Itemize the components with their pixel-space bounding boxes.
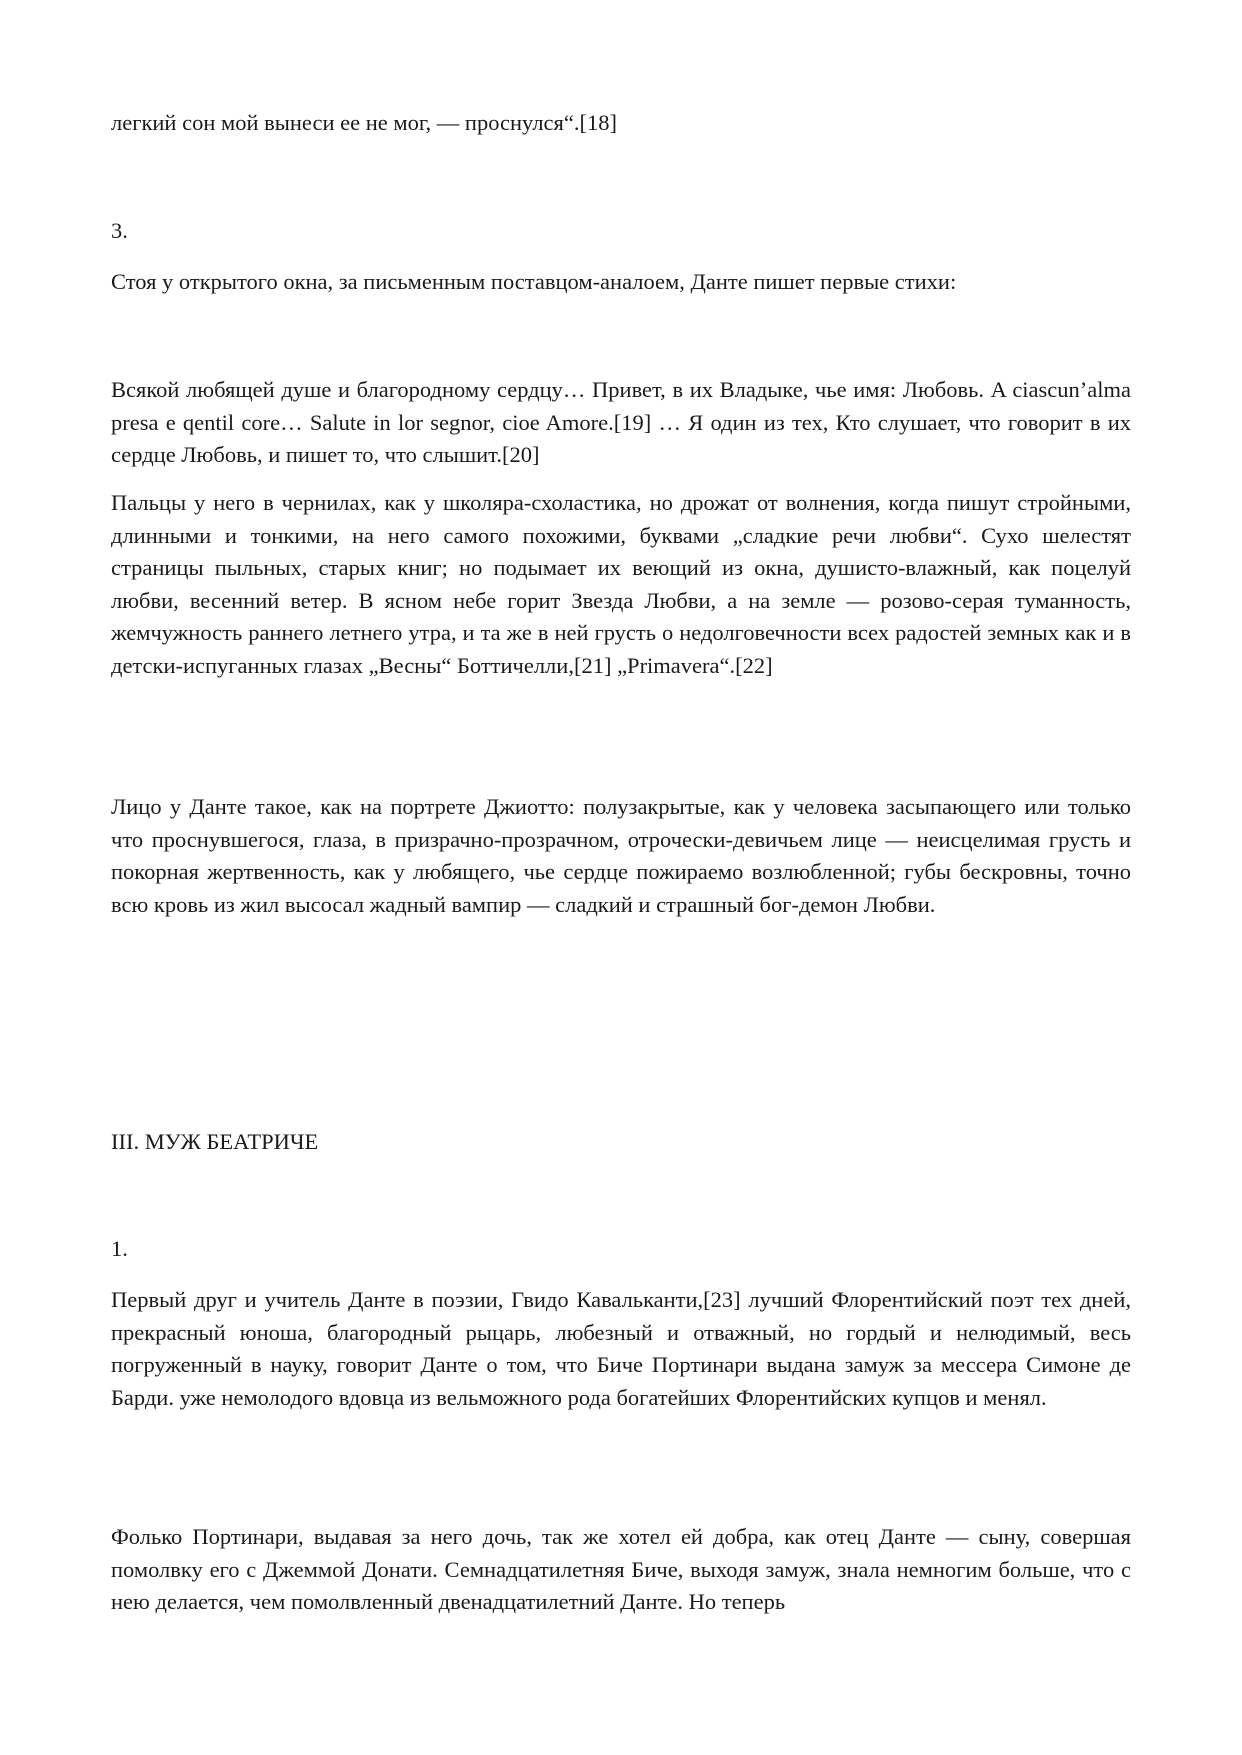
section-number-1: 1.: [111, 1236, 128, 1261]
paragraph-dream-ending: легкий сон мой вынеси ее не мог, — проснулся“.[18]: [111, 110, 617, 135]
paragraph-window-verses: Стоя у открытого окна, за письменным поставцом-аналоем, Данте пишет первые стихи:: [111, 269, 957, 294]
paragraph-guido-cavalcanti: Первый друг и учитель Данте в поэзии, Гвидо Кавальканти,[23] лучший Флорентийский поэт тех дней, прекрасный юноша, благородный рыцарь, любезный и отважный, но гордый и нелюдимый, весь погруженный в науку, говорит Данте о том, что Биче Портинари выдана замуж за мессера Симоне де Барди. уже немолодого вдовца из вельможного рода богатейших Флорентийских купцов и менял.: [111, 1287, 1131, 1410]
chapter-heading: III. МУЖ БЕАТРИЧЕ: [111, 1129, 319, 1154]
section-number-3: 3.: [111, 218, 128, 243]
paragraph-folco-portinari: Фолько Портинари, выдавая за него дочь, так же хотел ей добра, как отец Данте — сыну, совершая помолвку его с Джеммой Донати. Семнадцатилетняя Биче, выходя замуж, знала немногим больше, что с нею делается, чем помолвленный двенадцатилетний Данте. Но теперь: [111, 1524, 1131, 1615]
paragraph-dante-face: Лицо у Данте такое, как на портрете Джиотто: полузакрытые, как у человека засыпающего или только что проснувшегося, глаза, в призрачно-прозрачном, отрочески-девичьем лице — неисцелимая грусть и покорная жертвенность, как у любящего, чье сердце пожираемо возлюбленной; губы бескровны, точно всю кровь из жил высосал жадный вампир — сладкий и страшный бог-демон Любви.: [111, 794, 1131, 917]
paragraph-verse-quote: Всякой любящей душе и благородному сердцу… Привет, в их Владыке, чье имя: Любовь. A ciascun’alma presa e qentil core… Salute in lor segnor, cioe Amore.[19] … Я один из тех, Кто слушает, что говорит в их сердце Любовь, и пишет то, что слышит.[20]: [111, 377, 1131, 468]
paragraph-fingers-ink: Пальцы у него в чернилах, как у школяра-схоластика, но дрожат от волнения, когда пишут стройными, длинными и тонкими, на него самого похожими, буквами „сладкие речи любви“. Сухо шелестят страницы пыльных, старых книг; но подымает их веющий из окна, душисто-влажный, как поцелуй любви, весенний ветер. В ясном небе горит Звезда Любви, а на земле — розово-серая туманность, жемчужность раннего летнего утра, и та же в ней грусть о недолговечности всех радостей земных как и в детски-испуганных глазах „Весны“ Боттичелли,[21] „Primavera“.[22]: [111, 490, 1131, 678]
